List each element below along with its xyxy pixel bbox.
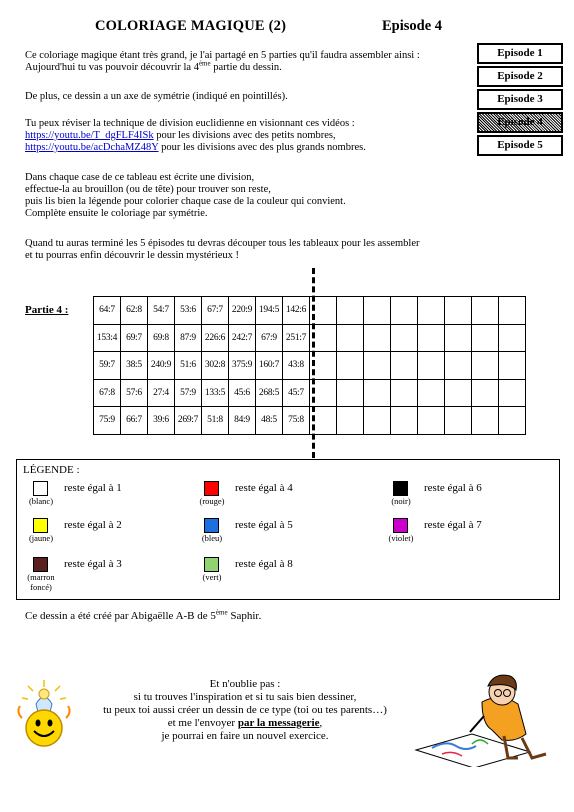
symmetry-note: De plus, ce dessin a un axe de symétrie (indiqué en pointillés).: [25, 91, 288, 102]
legend-title: LÉGENDE :: [23, 464, 80, 476]
grid-cell[interactable]: [391, 297, 418, 325]
episode-4-box: Episode 4: [477, 112, 563, 133]
grid-cell[interactable]: 133:5: [202, 379, 229, 407]
grid-cell[interactable]: 220:9: [229, 297, 256, 325]
grid-cell[interactable]: 64:7: [94, 297, 121, 325]
grid-cell[interactable]: [391, 352, 418, 380]
grid-cell[interactable]: 142:6: [283, 297, 310, 325]
grid-cell[interactable]: 45:7: [283, 379, 310, 407]
grid-cell[interactable]: 51:6: [175, 352, 202, 380]
grid-cell[interactable]: [445, 352, 472, 380]
video-link-2[interactable]: https://youtu.be/acDchaMZ48Y: [25, 142, 159, 153]
grid-cell[interactable]: [445, 407, 472, 435]
messaging-link: par la messagerie: [237, 717, 320, 729]
grid-cell[interactable]: 69:7: [121, 324, 148, 352]
grid-cell[interactable]: 59:7: [94, 352, 121, 380]
intro-line-2: Aujourd'hui tu vas pouvoir découvrir la 4ème partie du dessin.: [25, 59, 282, 73]
legend-color-name: (noir): [391, 496, 411, 506]
instruction-line: Complète ensuite le coloriage par symétrie.: [25, 208, 208, 219]
grid-cell[interactable]: [445, 324, 472, 352]
grid-cell[interactable]: 38:5: [121, 352, 148, 380]
legend-rule-text: reste égal à 4: [235, 482, 293, 494]
grid-cell[interactable]: 43:8: [283, 352, 310, 380]
grid-cell[interactable]: [499, 352, 526, 380]
grid-cell[interactable]: [418, 297, 445, 325]
lightbulb-smiley-icon: [14, 678, 76, 748]
videos-paragraph: [25, 118, 475, 154]
grid-cell[interactable]: [337, 324, 364, 352]
grid-row: [94, 379, 526, 407]
grid-cell[interactable]: 57:6: [121, 379, 148, 407]
grid-cell[interactable]: 160:7: [256, 352, 283, 380]
part-label: Partie 4 :: [25, 304, 69, 316]
legend-color-name: (jaune): [28, 533, 54, 543]
grid-cell[interactable]: [472, 297, 499, 325]
grid-cell[interactable]: [445, 297, 472, 325]
grid-cell[interactable]: [499, 379, 526, 407]
grid-cell[interactable]: 242:7: [229, 324, 256, 352]
episode-5-box: Episode 5: [477, 135, 563, 156]
grid-cell[interactable]: 75:8: [283, 407, 310, 435]
grid-cell[interactable]: 54:7: [148, 297, 175, 325]
episode-list: [477, 43, 563, 158]
grid-cell[interactable]: [418, 379, 445, 407]
grid-cell[interactable]: [472, 352, 499, 380]
legend-swatch: [33, 518, 48, 533]
instruction-line: effectue-la au brouillon (ou de tête) pour trouver son reste,: [25, 184, 271, 195]
grid-cell[interactable]: 75:9: [94, 407, 121, 435]
grid-cell[interactable]: 375:9: [229, 352, 256, 380]
grid-cell[interactable]: 302:8: [202, 352, 229, 380]
grid-cell[interactable]: 67:7: [202, 297, 229, 325]
grid-cell[interactable]: 268:5: [256, 379, 283, 407]
grid-cell[interactable]: 87:9: [175, 324, 202, 352]
final-note-line: et tu pourras enfin découvrir le dessin mystérieux !: [25, 250, 240, 261]
grid-cell[interactable]: [499, 407, 526, 435]
grid-cell[interactable]: [472, 407, 499, 435]
legend-rule-text: reste égal à 3: [64, 558, 122, 570]
grid-cell[interactable]: [418, 324, 445, 352]
grid-cell[interactable]: 251:7: [283, 324, 310, 352]
legend-rule-text: reste égal à 5: [235, 519, 293, 531]
credit-line: Ce dessin a été créé par Abigaëlle A-B de 5ème Saphir.: [25, 608, 262, 622]
legend-color-name: (bleu): [201, 533, 223, 543]
legend-swatch: [393, 481, 408, 496]
legend-rule-text: reste égal à 6: [424, 482, 482, 494]
grid-cell[interactable]: 84:9: [229, 407, 256, 435]
grid-cell[interactable]: [418, 407, 445, 435]
grid-cell[interactable]: [337, 407, 364, 435]
drawing-person-icon: [412, 672, 562, 767]
grid-cell[interactable]: [472, 324, 499, 352]
grid-cell[interactable]: 66:7: [121, 407, 148, 435]
grid-cell[interactable]: [499, 324, 526, 352]
legend-swatch: [33, 481, 48, 496]
legend-color-name: (vert): [202, 572, 222, 582]
legend-swatch: [393, 518, 408, 533]
grid-cell[interactable]: [364, 407, 391, 435]
grid-cell[interactable]: 62:8: [121, 297, 148, 325]
grid-cell[interactable]: 67:9: [256, 324, 283, 352]
grid-cell[interactable]: 53:6: [175, 297, 202, 325]
intro-line-1: Ce coloriage magique étant très grand, je l'ai partagé en 5 parties qu'il faudra assembler ainsi :: [25, 50, 420, 61]
grid-cell[interactable]: [337, 379, 364, 407]
grid-cell[interactable]: [364, 352, 391, 380]
grid-cell[interactable]: [364, 379, 391, 407]
grid-cell[interactable]: 226:6: [202, 324, 229, 352]
legend-rule-text: reste égal à 1: [64, 482, 122, 494]
grid-cell[interactable]: 194:5: [256, 297, 283, 325]
grid-cell[interactable]: 240:9: [148, 352, 175, 380]
legend-rule-text: reste égal à 7: [424, 519, 482, 531]
grid-row: [94, 297, 526, 325]
grid-cell[interactable]: 153:4: [94, 324, 121, 352]
video-text-2: pour les divisions avec des plus grands nombres.: [158, 142, 366, 153]
legend-swatch: [204, 557, 219, 572]
grid-cell[interactable]: [445, 379, 472, 407]
legend-box: [16, 459, 560, 600]
episode-3-box: Episode 3: [477, 89, 563, 110]
grid-cell[interactable]: [418, 352, 445, 380]
instruction-line: Dans chaque case de ce tableau est écrite une division,: [25, 172, 255, 183]
grid-cell[interactable]: 269:7: [175, 407, 202, 435]
grid-cell[interactable]: [337, 297, 364, 325]
legend-rule-text: reste égal à 8: [235, 558, 293, 570]
grid-cell[interactable]: [364, 297, 391, 325]
legend-color-name: (rouge): [199, 496, 225, 506]
videos-intro: Tu peux réviser la technique de division euclidienne en visionnant ces vidéos :: [25, 118, 355, 129]
grid-cell[interactable]: [391, 379, 418, 407]
legend-rule-text: reste égal à 2: [64, 519, 122, 531]
grid-cell[interactable]: 57:9: [175, 379, 202, 407]
grid-cell[interactable]: 45:6: [229, 379, 256, 407]
legend-color-name: (marron foncé): [27, 572, 55, 592]
legend-swatch: [33, 557, 48, 572]
grid-cell[interactable]: [364, 324, 391, 352]
legend-color-name: (violet): [388, 533, 414, 543]
legend-color-name: (blanc): [28, 496, 54, 506]
instruction-line: puis lis bien la légende pour colorier chaque case de la couleur qui convient.: [25, 196, 346, 207]
episode-2-box: Episode 2: [477, 66, 563, 87]
grid-cell[interactable]: 51:8: [202, 407, 229, 435]
legend-swatch: [204, 481, 219, 496]
final-note: [25, 238, 495, 262]
grid-row: [94, 407, 526, 435]
legend-swatch: [204, 518, 219, 533]
grid-row: [94, 324, 526, 352]
grid-cell[interactable]: [391, 407, 418, 435]
closing-message: Et n'oublie pas : si tu trouves l'inspiration et si tu sais bien dessiner, tu peux toi aussi créer un dessin de ce type (toi ou tes parents…) et me l'envoyer par la messagerie, je pourrai en faire un nouvel exercice.: [103, 678, 387, 742]
grid-cell[interactable]: [391, 324, 418, 352]
episode-title: Episode 4: [382, 18, 443, 34]
grid-cell[interactable]: [499, 297, 526, 325]
episode-1-box: Episode 1: [477, 43, 563, 64]
symmetry-axis: [312, 268, 315, 458]
grid-cell[interactable]: [337, 352, 364, 380]
grid-row: [94, 352, 526, 380]
final-note-line: Quand tu auras terminé les 5 épisodes tu devras découper tous les tableaux pour les assembler: [25, 238, 420, 249]
video-link-1[interactable]: https://youtu.be/T_dgFLF4ISk: [25, 130, 154, 141]
grid-cell[interactable]: 48:5: [256, 407, 283, 435]
coloring-grid: [93, 296, 526, 435]
grid-cell[interactable]: [472, 379, 499, 407]
instructions-paragraph: [25, 172, 475, 220]
grid-cell[interactable]: 69:8: [148, 324, 175, 352]
grid-cell[interactable]: 67:8: [94, 379, 121, 407]
video-text-1: pour les divisions avec des petits nombres,: [153, 130, 336, 141]
intro-paragraph: [25, 50, 475, 74]
grid-cell[interactable]: 39:6: [148, 407, 175, 435]
page-title: COLORIAGE MAGIQUE (2): [95, 18, 287, 34]
grid-cell[interactable]: 27:4: [148, 379, 175, 407]
